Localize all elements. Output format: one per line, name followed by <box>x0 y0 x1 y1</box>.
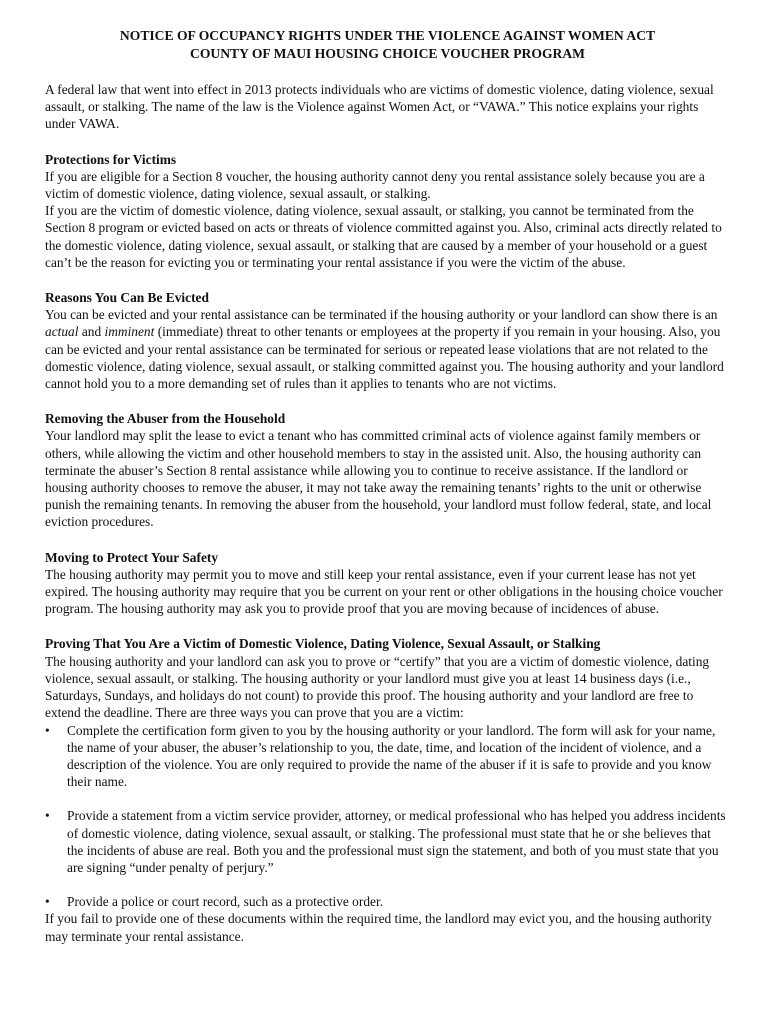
section-removing-abuser <box>45 410 730 530</box>
document-title <box>45 27 730 63</box>
bullet-icon: • <box>45 808 50 824</box>
paragraph: Your landlord may split the lease to evict a tenant who has committed criminal acts of violence against family members or others, while allowing the victim and other household members to stay in the assisted unit. Also, the housing authority can terminate the abuser’s Section 8 rental assistance while allowing you to continue to receive assistance. If the landlord or housing authority chooses to remove the abuser, it may not take away the remaining tenants’ rights to the unit or otherwise punish the remaining tenants. In removing the abuser from the household, your landlord must follow federal, state, and local eviction procedures. <box>45 428 712 530</box>
bullet-icon: • <box>45 894 50 910</box>
list-item-text: Provide a statement from a victim service provider, attorney, or medical professional who has helped you address incidents of domestic violence, dating violence, sexual assault, or stalking. The professional must state that he or she believes that the incidents of abuse are real. Both you and the professional must sign the statement, and both of you must state that you are signing “under penalty of perjury.” <box>67 808 726 875</box>
title-line-1: NOTICE OF OCCUPANCY RIGHTS UNDER THE VIOLENCE AGAINST WOMEN ACT <box>119 28 656 43</box>
list-item <box>45 893 730 910</box>
list-item-text: Provide a police or court record, such as a protective order. <box>67 894 384 910</box>
intro-paragraph: A federal law that went into effect in 2013 protects individuals who are victims of domestic violence, dating violence, sexual assault, or stalking. The name of the law is the Violence against Women Act, or “VAWA.” This notice explains your rights under VAWA. <box>45 82 714 132</box>
section-heading: Moving to Protect Your Safety <box>45 549 219 565</box>
paragraph: If you are the victim of domestic violence, dating violence, sexual assault, or stalking, you cannot be terminated from the Section 8 program or evicted based on acts or threats of violence committed against you. Also, criminal acts directly related to the domestic violence, dating violence, sexual assault, or stalking that are caused by a member of your household or a guest can’t be the reason for evicting you or terminating your rental assistance if you were the victim of the abuse. <box>45 203 722 270</box>
closing-paragraph: If you fail to provide one of these documents within the required time, the landlord may evict you, and the housing authority may terminate your rental assistance. <box>45 911 712 944</box>
section-moving-safety <box>45 549 730 618</box>
title-line-2: COUNTY OF MAUI HOUSING CHOICE VOUCHER PROGRAM <box>190 46 585 61</box>
section-heading: Removing the Abuser from the Household <box>45 411 286 427</box>
emphasis-actual: actual <box>45 324 79 340</box>
section-heading: Reasons You Can Be Evicted <box>45 290 209 306</box>
text-run: (immediate) threat to other tenants or employees at the property if you remain in your housing. Also, you can be evicted and your rental assistance can be terminated for serious or repeated lease violations that are not related to the domestic violence, dating violence, sexual assault, or stalking committed against you. The housing authority and your landlord cannot hold you to a more demanding set of rules than it applies to tenants who are not victims. <box>45 324 724 392</box>
section-eviction-reasons <box>45 289 730 392</box>
section-protections <box>45 151 730 271</box>
list-item <box>45 722 730 791</box>
section-heading: Protections for Victims <box>45 151 177 167</box>
bullet-icon: • <box>45 722 50 738</box>
section-proving-victim <box>45 635 730 944</box>
paragraph: If you are eligible for a Section 8 voucher, the housing authority cannot deny you rental assistance solely because you are a victim of domestic violence, dating violence, sexual assault, or stalking. <box>45 168 705 202</box>
paragraph: The housing authority may permit you to move and still keep your rental assistance, even if your current lease has not yet expired. The housing authority may require that you be current on your rent or other obligations in the housing choice voucher program. The housing authority may ask you to provide proof that you are moving because of incidences of abuse. <box>45 566 723 617</box>
emphasis-imminent: imminent <box>104 324 155 340</box>
paragraph <box>45 306 730 392</box>
list-item <box>45 807 730 876</box>
text-run: and <box>78 324 105 340</box>
proof-methods-list <box>45 722 730 911</box>
section-heading: Proving That You Are a Victim of Domestic Violence, Dating Violence, Sexual Assault, or Stalking <box>45 636 601 652</box>
text-run: You can be evicted and your rental assistance can be terminated if the housing authority or your landlord can show there is an <box>45 307 718 323</box>
list-item-text: Complete the certification form given to you by the housing authority or your landlord. The form will ask for your name, the name of your abuser, the abuser’s relationship to you, the date, time, and location of the incident of violence, and a description of the violence. You are only required to provide the name of the abuser if it is safe to provide and you know their name. <box>67 722 716 790</box>
paragraph: The housing authority and your landlord can ask you to prove or “certify” that you are a victim of domestic violence, dating violence, sexual assault, or stalking. The housing authority or your landlord must give you at least 14 business days (i.e., Saturdays, Sundays, and holidays do not count) to provide this proof. The housing authority and your landlord are free to extend the deadline. There are three ways you can prove that you are a victim: <box>45 653 710 721</box>
